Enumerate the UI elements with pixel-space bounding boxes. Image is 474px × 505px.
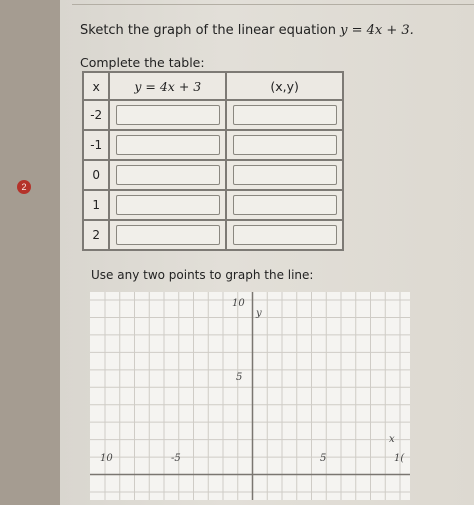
x-tick-label: 10	[100, 453, 113, 464]
header-xy: (x,y)	[226, 72, 343, 100]
y-cell	[109, 130, 226, 160]
y-cell	[109, 100, 226, 130]
coordinate-grid[interactable]	[90, 292, 410, 500]
y-axis-label: y	[256, 308, 262, 319]
x-tick-label: 1(	[394, 453, 405, 464]
xy-answer-input[interactable]	[233, 135, 337, 155]
xy-cell	[226, 100, 343, 130]
table-row	[83, 100, 343, 130]
graph-instruction: Use any two points to graph the line:	[91, 268, 314, 282]
x-cell: 1	[83, 190, 109, 220]
x-axis-label: x	[389, 434, 395, 445]
y-cell	[109, 190, 226, 220]
x-cell: 2	[83, 220, 109, 250]
x-cell: 0	[83, 160, 109, 190]
y-answer-input[interactable]	[116, 165, 220, 185]
divider	[72, 4, 474, 5]
xy-answer-input[interactable]	[233, 105, 337, 125]
title-text: Sketch the graph of the linear equation	[80, 23, 341, 38]
y-tick-label: 10	[232, 298, 245, 309]
xy-answer-input[interactable]	[233, 165, 337, 185]
xy-cell	[226, 190, 343, 220]
y-answer-input[interactable]	[116, 105, 220, 125]
equation: y = 4x + 3.	[340, 23, 414, 38]
y-answer-input[interactable]	[116, 195, 220, 215]
xy-cell	[226, 130, 343, 160]
table-instruction: Complete the table:	[80, 55, 205, 70]
xy-answer-input[interactable]	[233, 225, 337, 245]
xy-cell	[226, 160, 343, 190]
y-tick-label: 5	[236, 372, 243, 383]
y-answer-input[interactable]	[116, 135, 220, 155]
table-row	[83, 160, 343, 190]
x-tick-label: 5	[320, 453, 327, 464]
x-cell: -2	[83, 100, 109, 130]
header-y-equation: y = 4x + 3	[109, 72, 226, 100]
y-cell	[109, 220, 226, 250]
y-cell	[109, 160, 226, 190]
question-title	[80, 23, 414, 38]
xy-answer-input[interactable]	[233, 195, 337, 215]
question-number-badge: 2	[17, 180, 31, 194]
grid-background[interactable]	[90, 292, 410, 500]
value-table	[82, 71, 344, 251]
table-row	[83, 220, 343, 250]
table-row	[83, 130, 343, 160]
x-tick-label: -5	[171, 453, 181, 464]
xy-cell	[226, 220, 343, 250]
table-row	[83, 190, 343, 220]
y-answer-input[interactable]	[116, 225, 220, 245]
header-x: x	[83, 72, 109, 100]
table-header-row	[83, 72, 343, 100]
x-cell: -1	[83, 130, 109, 160]
